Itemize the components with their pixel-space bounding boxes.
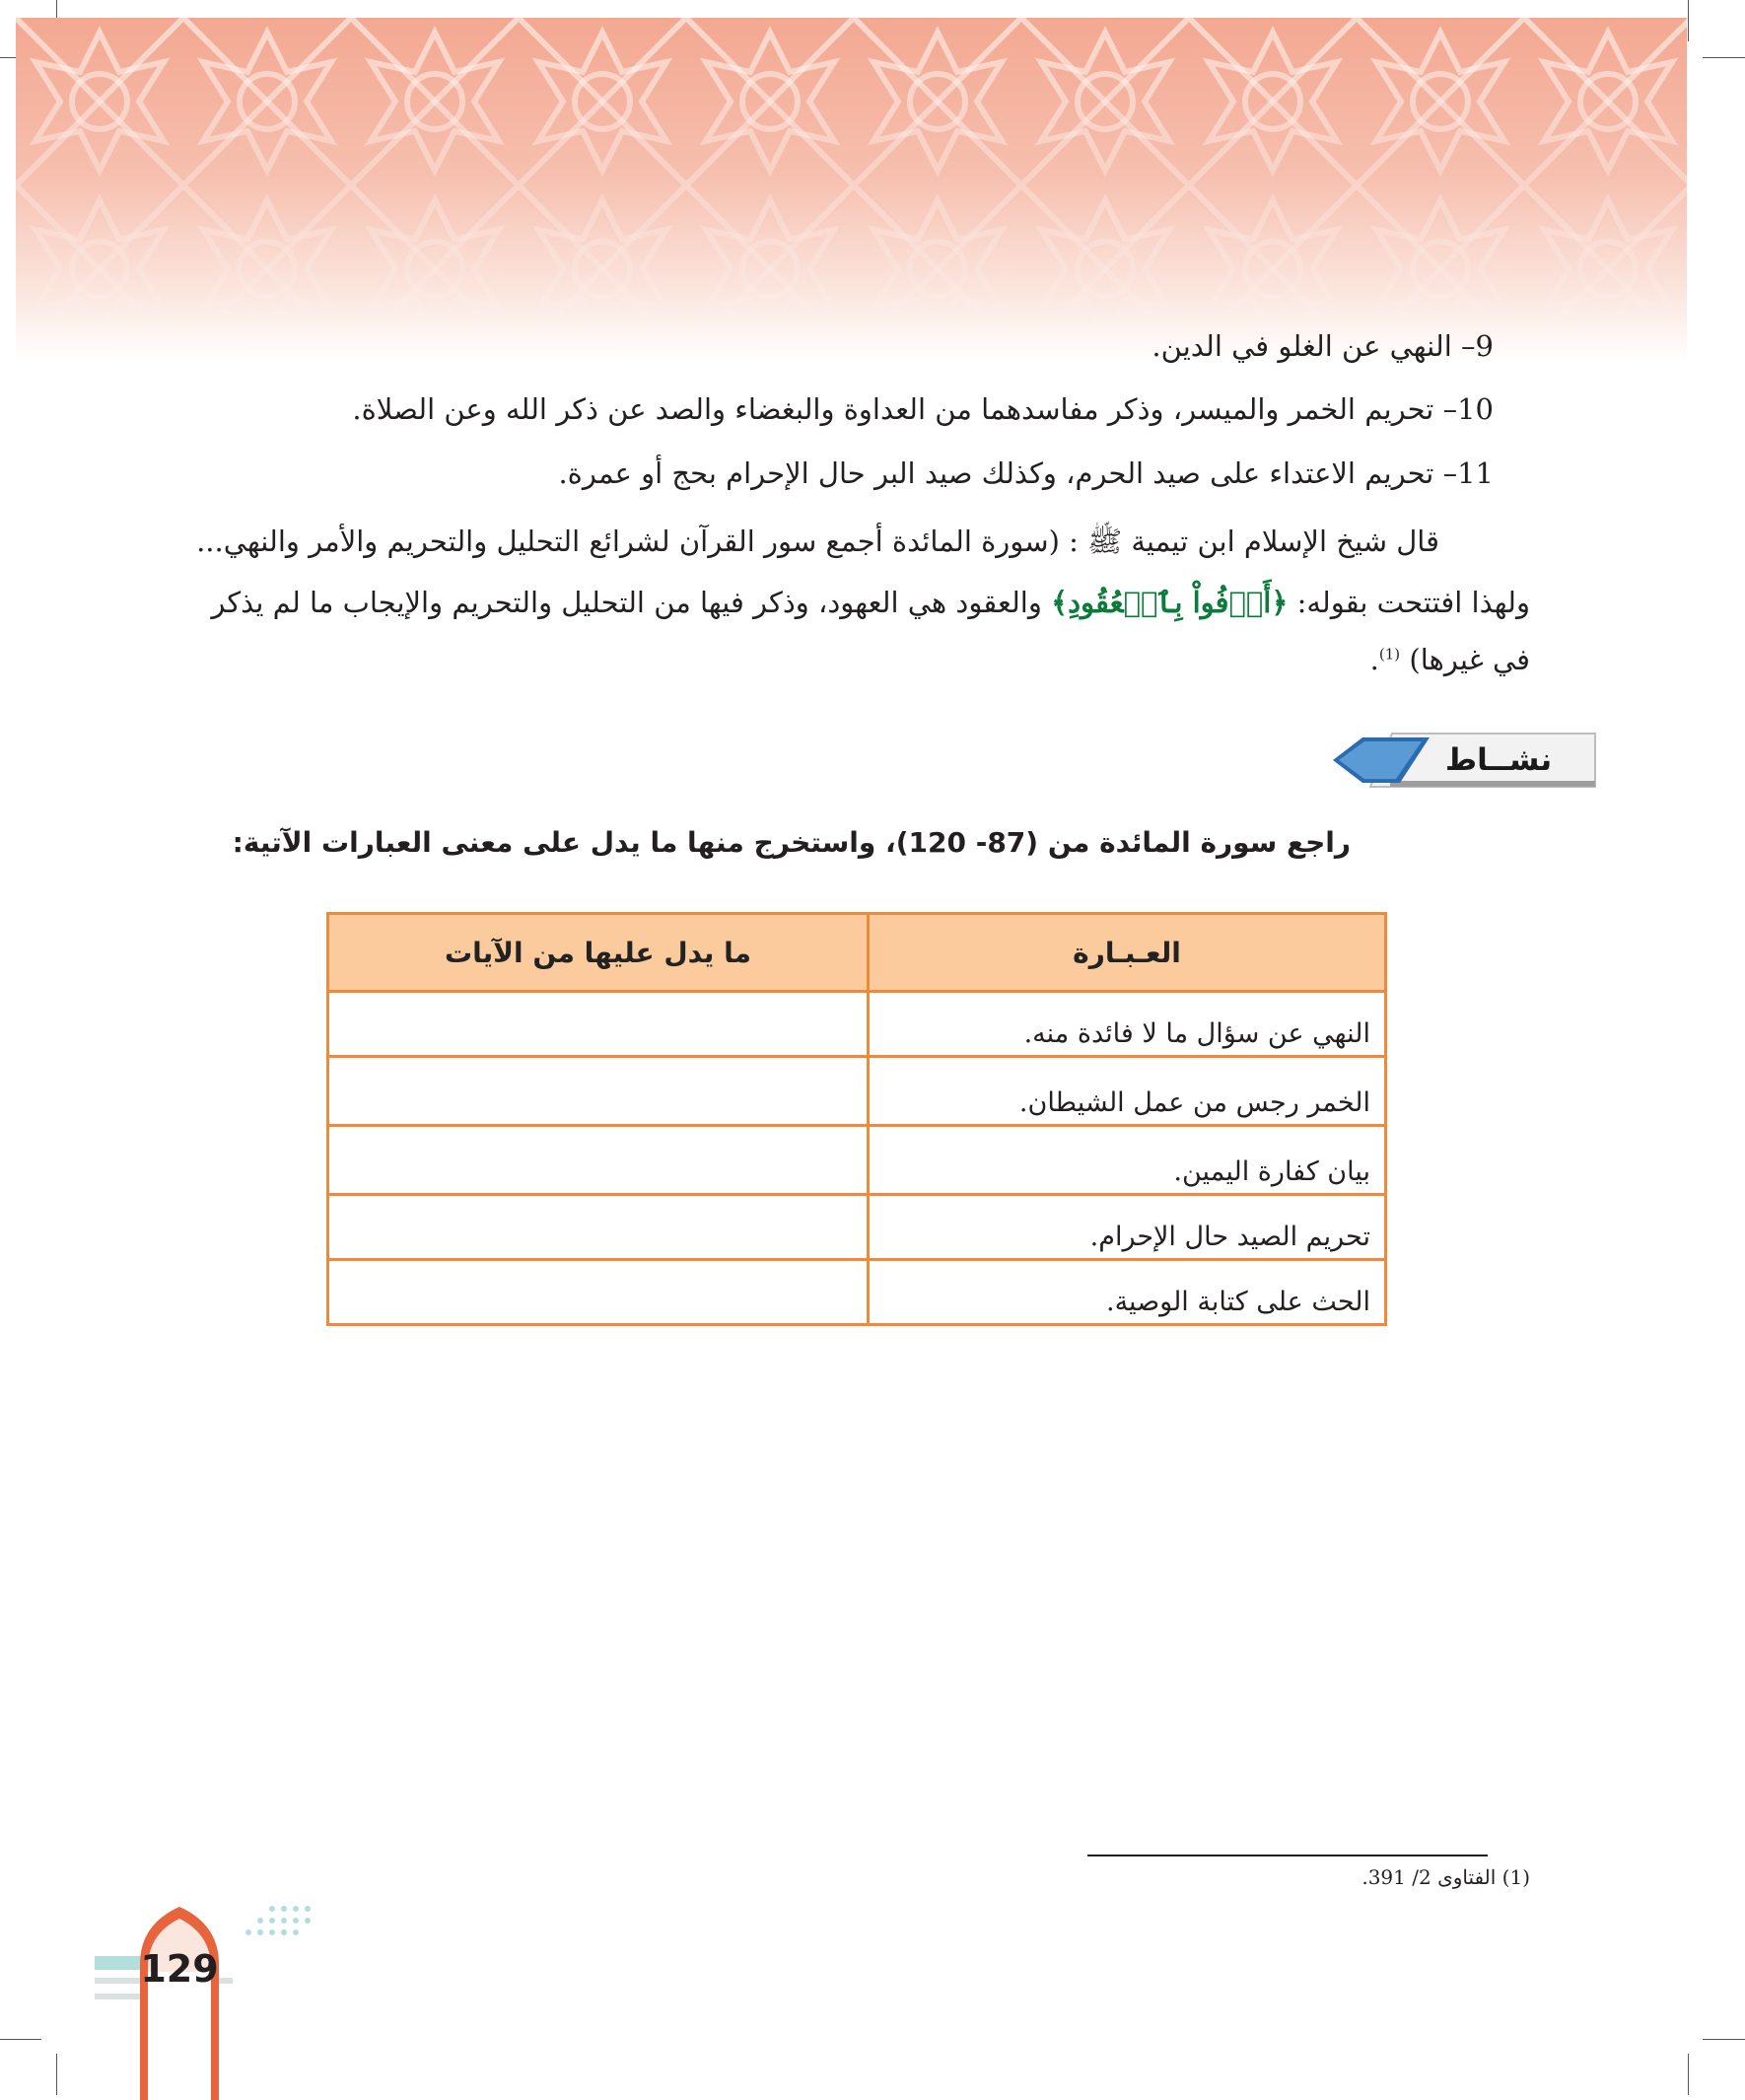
quote-text: في غيرها): [1409, 643, 1530, 676]
table-cell-answer[interactable]: [328, 1195, 869, 1260]
quote-text: والعقود هي العهود، وذكر فيها من التحليل والتحريم والإيجاب ما لم يذكر: [211, 586, 1042, 619]
footnote: (1) الفتاوى 2/ 391.: [1361, 1865, 1530, 1889]
crop-mark: [0, 2039, 41, 2040]
table-row: [328, 1057, 1386, 1126]
table-cell-phrase: النهي عن سؤال ما لا فائدة منه.: [869, 992, 1386, 1057]
table-cell-answer[interactable]: [328, 1126, 869, 1195]
table-row: [328, 1195, 1386, 1260]
table-header-row: [328, 914, 1386, 992]
header-pattern-band: [16, 18, 1687, 363]
footnote-ref: (1): [1378, 645, 1401, 664]
table-cell-phrase: الخمر رجس من عمل الشيطان.: [869, 1057, 1386, 1126]
table-row: [328, 992, 1386, 1057]
table-cell-answer[interactable]: [328, 992, 869, 1057]
table-cell-answer[interactable]: [328, 1057, 869, 1126]
table-header-verses: ما يدل عليها من الآيات: [328, 914, 869, 992]
table-row: [328, 1126, 1386, 1195]
list-item-text: تحريم الخمر والميسر، وذكر مفاسدهما من العداوة والبغضاء والصد عن ذكر الله وعن الصلاة.: [352, 392, 1434, 426]
crop-mark: [1703, 57, 1745, 58]
list-item: 11– تحريم الاعتداء على صيد الحرم، وكذلك صيد البر حال الإحرام بحج أو عمرة.: [558, 456, 1494, 490]
quote-line-1: قال شيخ الإسلام ابن تيمية ﷺ : (سورة المائدة أجمع سور القرآن لشرائع التحليل والتحريم والأمر والنهي...: [196, 525, 1439, 558]
crop-mark: [1688, 0, 1689, 41]
table-cell-phrase: الحث على كتابة الوصية.: [869, 1260, 1386, 1325]
quote-line-3: [1370, 643, 1530, 676]
quote-line-2: [211, 586, 1530, 619]
activity-instruction: راجع سورة المائدة من (87- 120)، واستخرج منها ما يدل على معنى العبارات الآتية:: [232, 826, 1351, 859]
list-item: 9– النهي عن الغلو في الدين.: [1152, 329, 1494, 363]
crop-mark: [1688, 2054, 1689, 2095]
list-item: 10– تحريم الخمر والميسر، وذكر مفاسدهما من العداوة والبغضاء والصد عن ذكر الله وعن الصلاة.: [352, 392, 1494, 426]
list-item-text: النهي عن الغلو في الدين.: [1152, 329, 1452, 363]
quran-ayah: ﴿أَوۡفُواْ بِٱلۡعُقُودِ﴾: [1051, 586, 1289, 619]
quote-text: ولهذا افتتحت بقوله:: [1296, 586, 1530, 619]
page-badge-icon: [134, 1903, 225, 2100]
table-cell-answer[interactable]: [328, 1260, 869, 1325]
list-item-number: 10: [1457, 392, 1494, 426]
page-number: 129: [140, 1947, 219, 1991]
crop-mark: [56, 2054, 57, 2095]
activity-label: نشــاط: [1444, 742, 1553, 778]
table-cell-phrase: بيان كفارة اليمين.: [869, 1126, 1386, 1195]
list-item-number: 9: [1475, 329, 1494, 363]
footnote-divider: [1087, 1855, 1488, 1856]
activity-table: [326, 912, 1387, 1326]
crop-mark: [1703, 2039, 1745, 2040]
list-item-text: تحريم الاعتداء على صيد الحرم، وكذلك صيد البر حال الإحرام بحج أو عمرة.: [558, 456, 1434, 490]
table-cell-phrase: تحريم الصيد حال الإحرام.: [869, 1195, 1386, 1260]
list-item-number: 11: [1457, 456, 1494, 490]
quote-text: .: [1369, 643, 1379, 676]
table-header-phrase: العـبـارة: [869, 914, 1386, 992]
table-row: [328, 1260, 1386, 1325]
